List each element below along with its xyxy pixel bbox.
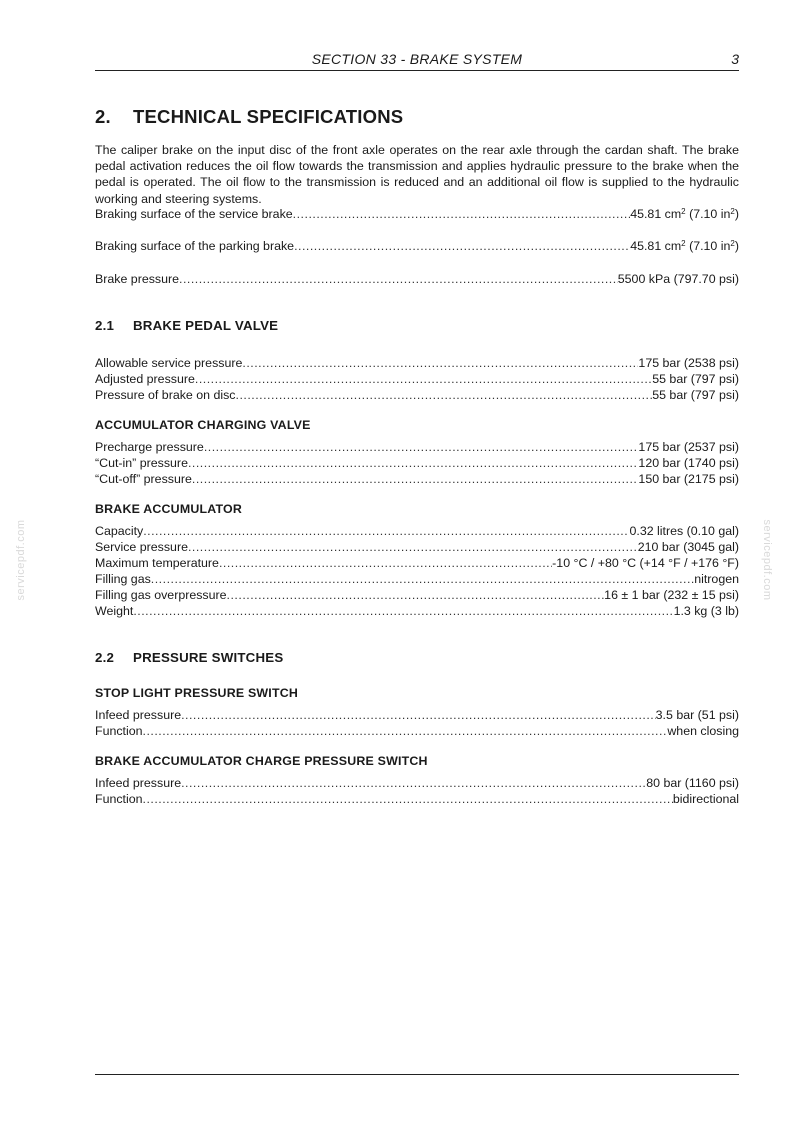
leader-dots: [227, 587, 605, 603]
spec-label: Capacity: [95, 524, 144, 538]
section-heading-2-2: 2.2 PRESSURE SWITCHES: [95, 650, 284, 665]
spec-label: Weight: [95, 604, 134, 618]
spec-value: 5500 kPa (797.70 psi): [617, 272, 739, 286]
spec-label: Allowable service pressure: [95, 356, 243, 370]
spec-label: Filling gas: [95, 572, 151, 586]
spec-value: -10 °C / +80 °C (+14 °F / +176 °F): [552, 556, 739, 570]
watermark-left: servicepdf.com: [15, 519, 27, 601]
spec-row: [95, 439, 739, 455]
leader-dots: [242, 355, 638, 371]
subsection-heading-brake-accumulator: BRAKE ACCUMULATOR: [95, 502, 243, 516]
spec-value: 55 bar (797 psi): [652, 372, 739, 386]
spec-row: [95, 587, 739, 603]
spec-value: nitrogen: [694, 572, 739, 586]
spec-label: Filling gas overpressure: [95, 588, 227, 602]
spec-row: [95, 555, 739, 571]
spec-label: Function: [95, 792, 143, 806]
leader-dots: [188, 455, 638, 471]
spec-value: when closing: [667, 724, 739, 738]
leader-dots: [151, 571, 694, 587]
spec-value: 175 bar (2538 psi): [638, 356, 739, 370]
spec-value: 80 bar (1160 psi): [646, 776, 739, 790]
spec-value: bidirectional: [672, 792, 739, 806]
spec-row: [95, 355, 739, 371]
spec-row: [95, 707, 739, 723]
section-title: SECTION 33 - BRAKE SYSTEM: [311, 51, 523, 67]
page-number: 3: [731, 51, 739, 67]
spec-value: 45.81 $cm^2$ (7.10 $in^2$): [630, 207, 739, 221]
spec-row: [95, 206, 739, 222]
spec-label: Maximum temperature: [95, 556, 219, 570]
spec-value: 16 ± 1 bar (232 ± 15 psi): [604, 588, 739, 602]
leader-dots: [219, 555, 552, 571]
footer-rule: [95, 1074, 739, 1075]
spec-label: Pressure of brake on disc: [95, 388, 236, 402]
leader-dots: [204, 439, 639, 455]
watermark-right: servicepdf.com: [761, 519, 773, 601]
spec-value: 175 bar (2537 psi): [638, 440, 739, 454]
intro-paragraph: The caliper brake on the input disc of the front axle operates on the rear axle through the cardan shaft. The brake pedal activation reduces the oil flow towards the transmission and applies hydraulic pressure to the brake when the pedal is operated. The oil flow to the transmission is reduced and an additional oil flow is supplied to the hydraulic working and steering systems.: [95, 143, 739, 206]
leader-dots: [181, 707, 656, 723]
main-heading-number: 2.: [95, 106, 111, 127]
spec-row: [95, 539, 739, 555]
spec-row: [95, 775, 739, 791]
spec-row: [95, 571, 739, 587]
spec-row: [95, 455, 739, 471]
spec-value: 0.32 litres (0.10 gal): [629, 524, 739, 538]
leader-dots: [179, 271, 618, 287]
spec-value: 1.3 kg (3 lb): [673, 604, 739, 618]
spec-row: [95, 371, 739, 387]
spec-label: Infeed pressure: [95, 708, 182, 722]
spec-row: [95, 603, 739, 619]
spec-value: 120 bar (1740 psi): [638, 456, 739, 470]
subsection-heading-charging-valve: ACCUMULATOR CHARGING VALVE: [95, 418, 311, 432]
leader-dots: [133, 603, 673, 619]
spec-label: Infeed pressure: [95, 776, 182, 790]
spec-value: 45.81 $cm^2$ (7.10 $in^2$): [630, 239, 739, 253]
spec-label: Adjusted pressure: [95, 372, 195, 386]
spec-label: Brake pressure: [95, 272, 180, 286]
spec-label: Braking surface of the service brake: [95, 207, 293, 221]
subsection-heading-stop-light-switch: STOP LIGHT PRESSURE SWITCH: [95, 686, 299, 700]
spec-row: [95, 238, 739, 254]
leader-dots: [143, 791, 673, 807]
leader-dots: [181, 775, 646, 791]
leader-dots: [195, 371, 652, 387]
spec-label: “Cut-in” pressure: [95, 456, 188, 470]
spec-row: [95, 387, 739, 403]
spec-value: 3.5 bar (51 psi): [655, 708, 739, 722]
leader-dots: [188, 539, 638, 555]
spec-value: 210 bar (3045 gal): [637, 540, 739, 554]
leader-dots: [236, 387, 653, 403]
subsection-heading-charge-pressure-switch: BRAKE ACCUMULATOR CHARGE PRESSURE SWITCH: [95, 754, 428, 768]
spec-row: [95, 271, 739, 287]
spec-row: [95, 791, 739, 807]
spec-row: [95, 471, 739, 487]
leader-dots: [143, 523, 629, 539]
leader-dots: [192, 471, 639, 487]
spec-label: “Cut-off” pressure: [95, 472, 192, 486]
main-heading-text: TECHNICAL SPECIFICATIONS: [133, 106, 404, 127]
spec-label: Braking surface of the parking brake: [95, 239, 295, 253]
spec-row: [95, 523, 739, 539]
spec-label: Precharge pressure: [95, 440, 204, 454]
spec-value: 55 bar (797 psi): [652, 388, 739, 402]
spec-value: 150 bar (2175 psi): [638, 472, 739, 486]
section-heading-2-1: 2.1 BRAKE PEDAL VALVE: [95, 318, 279, 333]
leader-dots: [294, 238, 630, 254]
leader-dots: [293, 206, 631, 222]
leader-dots: [143, 723, 668, 739]
main-heading: [95, 106, 403, 128]
page-header: [95, 50, 739, 71]
spec-label: Service pressure: [95, 540, 188, 554]
spec-label: Function: [95, 724, 143, 738]
spec-row: [95, 723, 739, 739]
